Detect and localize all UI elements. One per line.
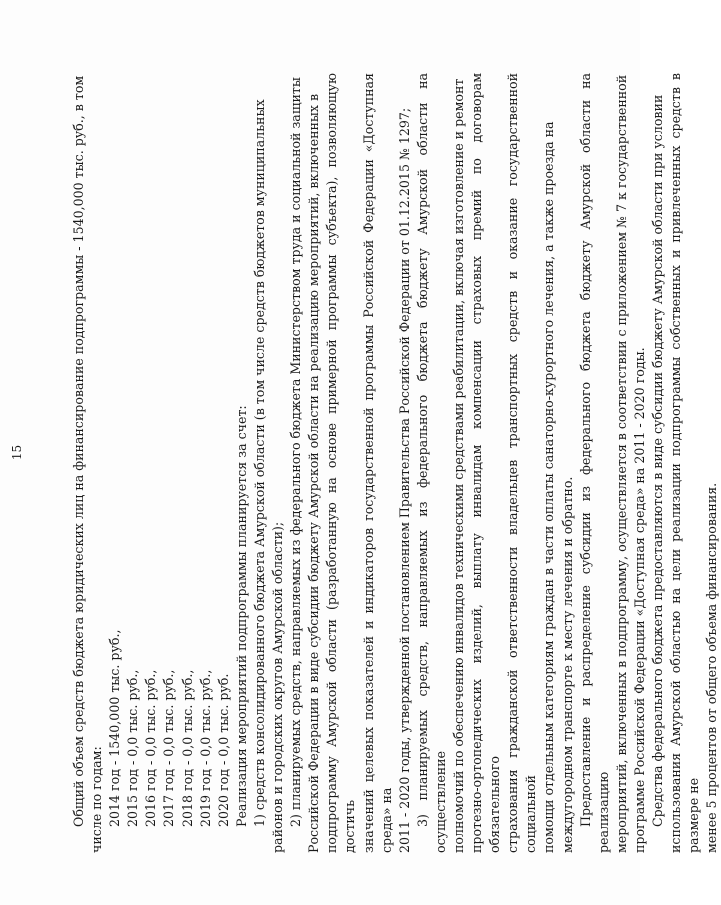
year-line: 2016 год - 0,0 тыс. руб., <box>143 669 159 827</box>
text-line: Реализация мероприятий подпрограммы планируется за счет: <box>233 405 249 827</box>
text-line: Российской Федерации в виде субсидии бюджету Амурской области на реализацию мероприятий, включенных в <box>306 93 322 853</box>
text-line: Предоставление и распределение субсидии из федерального бюджета бюджету Амурской области на реализацию <box>577 73 611 853</box>
year-line: 2020 год - 0,0 тыс. руб. <box>215 673 231 827</box>
text-line: 2011 - 2020 годы, утвержденной постановлением Правительства Российской Федерации от 01.12.2015 № 1297; <box>396 107 412 853</box>
text-line: использования Амурской областью на цели реализации подпрограммы собственных и привлеченных средств в размере не <box>668 73 702 853</box>
text-line: междугородном транспорте к месту лечения и обратно. <box>559 476 575 853</box>
text-line: Общий объем средств бюджета юридических лиц на финансирование подпрограммы - 1540,000 тыс. руб., в том <box>71 75 86 827</box>
page-number: 15 <box>10 444 24 461</box>
year-line: 2018 год - 0,0 тыс. руб., <box>179 669 195 827</box>
text-line: менее 5 процентов от общего объема финансирования. <box>704 482 720 853</box>
year-line: 2019 год - 0,0 тыс. руб., <box>197 669 213 827</box>
text-line: 3) планируемых средств, направляемых из федерального бюджета бюджету Амурской области на осуществление <box>414 73 448 853</box>
body-text <box>70 73 721 853</box>
text-line: Средства федерального бюджета предоставляются в виде субсидии бюджету Амурской области при условии <box>650 94 665 827</box>
text-line: районов и городских округов Амурской области); <box>270 521 286 853</box>
text-line: помощи отдельным категориям граждан в части оплаты санаторно-курортного лечения, а также проезда на <box>541 121 557 853</box>
year-line: 2017 год - 0,0 тыс. руб., <box>161 669 177 827</box>
text-line: 1) средств консолидированного бюджета Амурской области (в том числе средств бюджетов муниципальных <box>251 99 267 827</box>
text-line: подпрограмму Амурской области (разработанную на основе примерной программы субъекта), позволяющую достичь <box>324 73 358 853</box>
text-line: программе Российской Федерации «Доступная среда» на 2011 - 2020 годы. <box>631 347 647 853</box>
year-line: 2015 год - 0,0 тыс. руб., <box>125 669 141 827</box>
text-line: числе по годам: <box>89 746 105 853</box>
text-line: страхования гражданской ответственности владельцев транспортных средств и оказание государственной социальной <box>505 73 539 853</box>
text-line: 2) планируемых средств, направляемых из федерального бюджета Министерством труда и социальной защиты <box>288 77 304 827</box>
year-line: 2014 год - 1540,000 тыс. руб., <box>107 629 123 827</box>
text-line: протезно-ортопедических изделий, выплату инвалидам компенсации страховых премий по договорам обязательного <box>469 73 503 853</box>
text-line: значений целевых показателей и индикаторов государственной программы Российской Федерации «Доступная среда» на <box>360 73 394 853</box>
text-line: полномочий по обеспечению инвалидов техническими средствами реабилитации, включая изготовление и ремонт <box>450 78 466 853</box>
text-line: мероприятий, включенных в подпрограмму, осуществляется в соответствии с приложением № 7 к государственной <box>613 74 629 853</box>
